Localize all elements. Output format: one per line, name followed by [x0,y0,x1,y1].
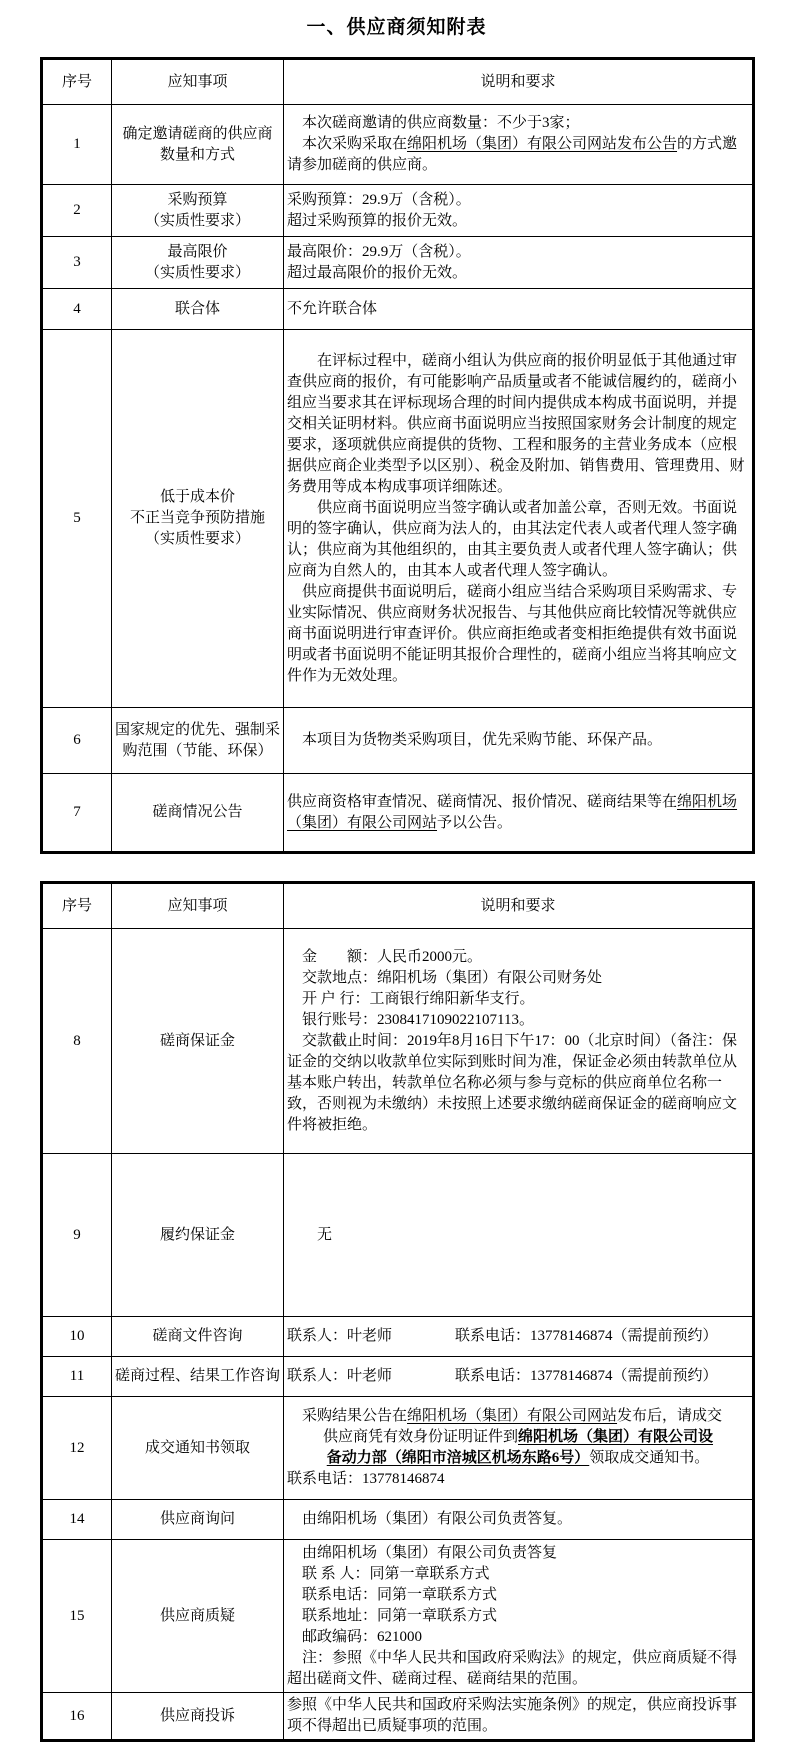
row-number-cell: 8 [42,929,112,1154]
notice-item-line: 磋商情况公告 [152,804,243,820]
notice-item-cell [112,1154,284,1317]
requirement-paragraph [287,968,749,989]
notice-item-line: 不正当竞争预防措施 [129,510,265,526]
text-segment: 供应商资格审查情况、磋商情况、报价情况、磋商结果等在 [287,793,678,810]
table-row-11 [42,1357,754,1397]
text-segment: 不允许联合体 [287,300,378,317]
requirement-paragraph [287,947,749,968]
requirement-cell [284,1693,754,1741]
notice-item-cell [112,708,284,774]
table-row-15 [42,1540,754,1693]
table-gap [0,854,793,881]
requirement-cell [284,1500,754,1540]
notice-item-cell [112,1500,284,1540]
row-number-cell: 9 [42,1154,112,1317]
row-number-cell: 2 [42,185,112,237]
requirement-paragraph [287,1585,749,1606]
table-row-8 [42,929,754,1154]
notice-item-cell [112,330,284,708]
text-segment: 交款截止时间：2019年8月16日下午17：00（北京时间）（备注：保证金的交纳以收款单位实际到账时间为准，保证金必须由转款单位从基本账户转出，转款单位名称必须与参与竞标的供应商单位名称一致，否则视为未缴纳）未按照上述要求缴纳磋商保证金的磋商响应文件将被拒绝。 [287,1032,738,1133]
text-segment: 最高限价：29.9万（含税）。 [287,243,471,260]
notice-item-cell [112,289,284,330]
requirement-paragraph [287,1448,749,1469]
requirement-paragraph [287,1406,749,1427]
requirement-paragraph [287,582,749,687]
requirement-paragraph [287,190,749,211]
text-segment: 发布后，请成交 [617,1408,723,1424]
text-segment: 供应商提供书面说明后，磋商小组应当结合采购项目采购需求、专业实际情况、供应商财务状况报告、与其他供应商比较情况等就供应商书面说明进行审查评价。供应商拒绝或者变相拒绝提供有效书面说明或者书面说明不能证明其报价合理性的，磋商小组应当将其响应文件作为无效处理。 [287,583,738,684]
table-row-12 [42,1397,754,1500]
emphasized-text: 绵阳机场（集团）有限公司网站 [407,1408,618,1424]
requirement-paragraph [287,1606,749,1627]
text-segment: 交款地点：绵阳机场（集团）有限公司财务处 [302,969,603,986]
text-segment: 参照《中华人民共和国政府采购法实施条例》的规定，供应商投诉事项不得超出已质疑事项的范围。 [287,1697,738,1734]
row-number-cell: 11 [42,1357,112,1397]
notice-item-cell [112,1540,284,1693]
row-number-cell: 10 [42,1317,112,1357]
requirement-paragraph [287,1543,749,1564]
table-row-16 [42,1693,754,1741]
table-row-6 [42,708,754,774]
table-row-3 [42,237,754,289]
notice-item-line: 确定邀请磋商的供应商 [122,125,273,142]
table-row-1 [42,105,754,185]
requirement-paragraph [287,263,749,284]
text-segment: 的方式邀请参加磋商的供应商。 [287,136,738,173]
row-number-cell: 15 [42,1540,112,1693]
notice-item-line: 数量和方式 [159,146,235,163]
table-row-4 [42,289,754,330]
text-segment: 本次磋商邀请的供应商数量：不少于3家； [302,115,580,131]
notice-item-cell [112,237,284,289]
requirement-cell [284,708,754,774]
table-row-5 [42,330,754,708]
requirement-paragraph [287,498,749,582]
text-segment: 本次采购采取在 [302,136,408,152]
notice-item-cell [112,1693,284,1741]
row-number-cell: 5 [42,330,112,708]
col-header-item: 应知事项 [112,883,284,929]
requirement-cell [284,1397,754,1500]
notice-item-line: 购范围（节能、环保） [122,742,273,759]
supplier-notice-table-2 [40,881,755,1742]
notice-item-line: 履约保证金 [159,1226,235,1243]
supplier-notice-table-1 [40,57,755,854]
notice-item-line: （实质性要求） [144,531,250,547]
requirement-paragraph [287,113,749,134]
emphasized-text: 绵阳机场（集团）有限公司网站发布公告 [407,136,678,152]
notice-item-cell [112,185,284,237]
notice-item-line: 磋商文件咨询 [152,1328,243,1344]
table-row-9 [42,1154,754,1317]
text-segment: 金 额：人民币2000元。 [302,948,483,965]
requirement-cell [284,185,754,237]
requirement-paragraph [287,351,749,498]
table-row-14 [42,1500,754,1540]
text-segment: 联系电话：同第一章联系方式 [302,1586,498,1603]
text-segment: 联 系 人：同第一章联系方式 [302,1565,490,1582]
notice-item-cell [112,1397,284,1500]
notice-item-line: （实质性要求） [144,212,250,229]
requirement-paragraph [287,1326,749,1347]
emphasized-text: 绵阳机场（集团）有限公司设 [518,1429,714,1445]
requirement-cell [284,929,754,1154]
row-number-cell: 16 [42,1693,112,1741]
text-segment: 由绵阳机场（集团）有限公司负责答复 [302,1544,558,1561]
notice-item-cell [112,774,284,853]
notice-item-cell [112,929,284,1154]
requirement-paragraph [287,1627,749,1648]
col-header-item: 应知事项 [112,59,284,105]
col-header-desc: 说明和要求 [284,59,754,105]
notice-item-line: 磋商过程、结果工作咨询 [115,1368,281,1384]
requirement-paragraph [287,1366,749,1387]
notice-item-line: 供应商质疑 [159,1607,235,1624]
notice-item-cell [112,1317,284,1357]
notice-item-line: 国家规定的优先、强制采 [115,721,281,738]
requirement-paragraph [287,1010,749,1031]
requirement-cell [284,1317,754,1357]
requirement-cell [284,774,754,853]
requirement-paragraph [287,134,749,176]
text-segment: 联系地址：同第一章联系方式 [302,1607,498,1624]
notice-item-line: 采购预算 [167,191,228,208]
row-number-cell: 14 [42,1500,112,1540]
requirement-paragraph [287,1648,749,1690]
requirement-paragraph [287,1427,749,1448]
text-segment: 无 [317,1226,333,1243]
notice-item-line: 供应商询问 [159,1511,235,1527]
page-title: 一、供应商须知附表 [306,17,487,38]
notice-item-line: 磋商保证金 [159,1032,235,1049]
requirement-paragraph [287,1225,749,1246]
header-row [42,59,754,105]
notice-item-line: 低于成本价 [159,489,235,505]
notice-item-line: 供应商投诉 [159,1707,235,1724]
requirement-cell [284,330,754,708]
col-header-no: 序号 [42,883,112,929]
requirement-cell [284,289,754,330]
requirement-paragraph [287,1509,749,1530]
row-number-cell: 4 [42,289,112,330]
text-segment: 供应商凭有效身份证明证件到 [322,1429,518,1445]
text-segment: 超过采购预算的报价无效。 [287,212,468,229]
text-segment: 注：参照《中华人民共和国政府采购法》的规定，供应商质疑不得超出磋商文件、磋商过程、磋商结果的范围。 [287,1649,738,1687]
requirement-cell [284,237,754,289]
row-number-cell: 12 [42,1397,112,1500]
notice-item-line: 成交通知书领取 [144,1439,250,1456]
row-number-cell: 7 [42,774,112,853]
requirement-paragraph [287,1469,749,1490]
notice-item-cell [112,1357,284,1397]
table-row-7 [42,774,754,853]
requirement-cell [284,1154,754,1317]
row-number-cell: 6 [42,708,112,774]
col-header-desc: 说明和要求 [284,883,754,929]
header-row [42,883,754,929]
col-header-no: 序号 [42,59,112,105]
row-number-cell: 3 [42,237,112,289]
table-row-2 [42,185,754,237]
emphasized-text: 备动力部（绵阳市涪城区机场东路6号） [326,1450,590,1466]
emphasized-text: 绵阳机场（集团）有限公司网站 [287,793,738,831]
notice-item-line: （实质性要求） [144,264,250,281]
notice-item-cell [112,105,284,185]
notice-item-line: 联合体 [174,300,220,317]
text-segment: 联系电话：13778146874（需提前预约） [455,1328,718,1344]
text-segment: 供应商书面说明应当签字确认或者加盖公章，否则无效。书面说明的签字确认，供应商为法人的，由其法定代表人或者代理人签字确认；供应商为其他组织的，由其主要负责人或者代理人签字确认；供应商为自然人的，由其本人或者代理人签字确认。 [287,499,738,579]
text-segment: 开 户 行：工商银行绵阳新华支行。 [302,990,535,1007]
text-segment: 采购预算：29.9万（含税）。 [287,191,471,208]
text-segment: 在评标过程中，磋商小组认为供应商的报价明显低于其他通过审查供应商的报价，有可能影响产品质量或者不能诚信履约的，磋商小组应当要求其在评标现场合理的时间内提供成本构成书面说明，并提交相关证明材料。供应商书面说明应当按照国家财务会计制度的规定要求，逐项就供应商提供的货物、工程和服务的主营业务成本（应根据供应商企业类型予以区别）、税金及附加、销售费用、管理费用、财务费用等成本构成事项详细陈述。 [287,352,745,495]
requirement-cell [284,105,754,185]
text-segment: 联系电话：13778146874（需提前预约） [455,1368,718,1384]
text-segment: 超过最高限价的报价无效。 [287,264,468,281]
text-segment: 采购结果公告在 [302,1408,408,1424]
requirement-paragraph [287,211,749,232]
requirement-cell [284,1357,754,1397]
row-number-cell: 1 [42,105,112,185]
requirement-cell [284,1540,754,1693]
text-segment: 联系电话：13778146874 [287,1471,445,1487]
requirement-paragraph [287,1564,749,1585]
table-row-10 [42,1317,754,1357]
requirement-paragraph [287,989,749,1010]
requirement-paragraph [287,299,749,320]
requirement-paragraph [287,730,749,751]
requirement-paragraph [287,242,749,263]
text-segment: 本项目为货物类采购项目，优先采购节能、环保产品。 [302,732,663,748]
requirement-paragraph [287,1031,749,1136]
requirement-paragraph [287,792,749,834]
text-segment: 联系人：叶老师 [287,1328,393,1344]
text-segment: 邮政编码：621000 [302,1628,423,1645]
text-segment: 银行账号：2308417109022107113。 [302,1011,534,1028]
text-segment: 由绵阳机场（集团）有限公司负责答复。 [302,1511,573,1527]
text-segment: 领取成交通知书。 [589,1450,710,1466]
text-segment: 联系人：叶老师 [287,1368,393,1384]
text-segment: 予以公告。 [437,814,513,831]
notice-item-line: 最高限价 [167,243,228,260]
